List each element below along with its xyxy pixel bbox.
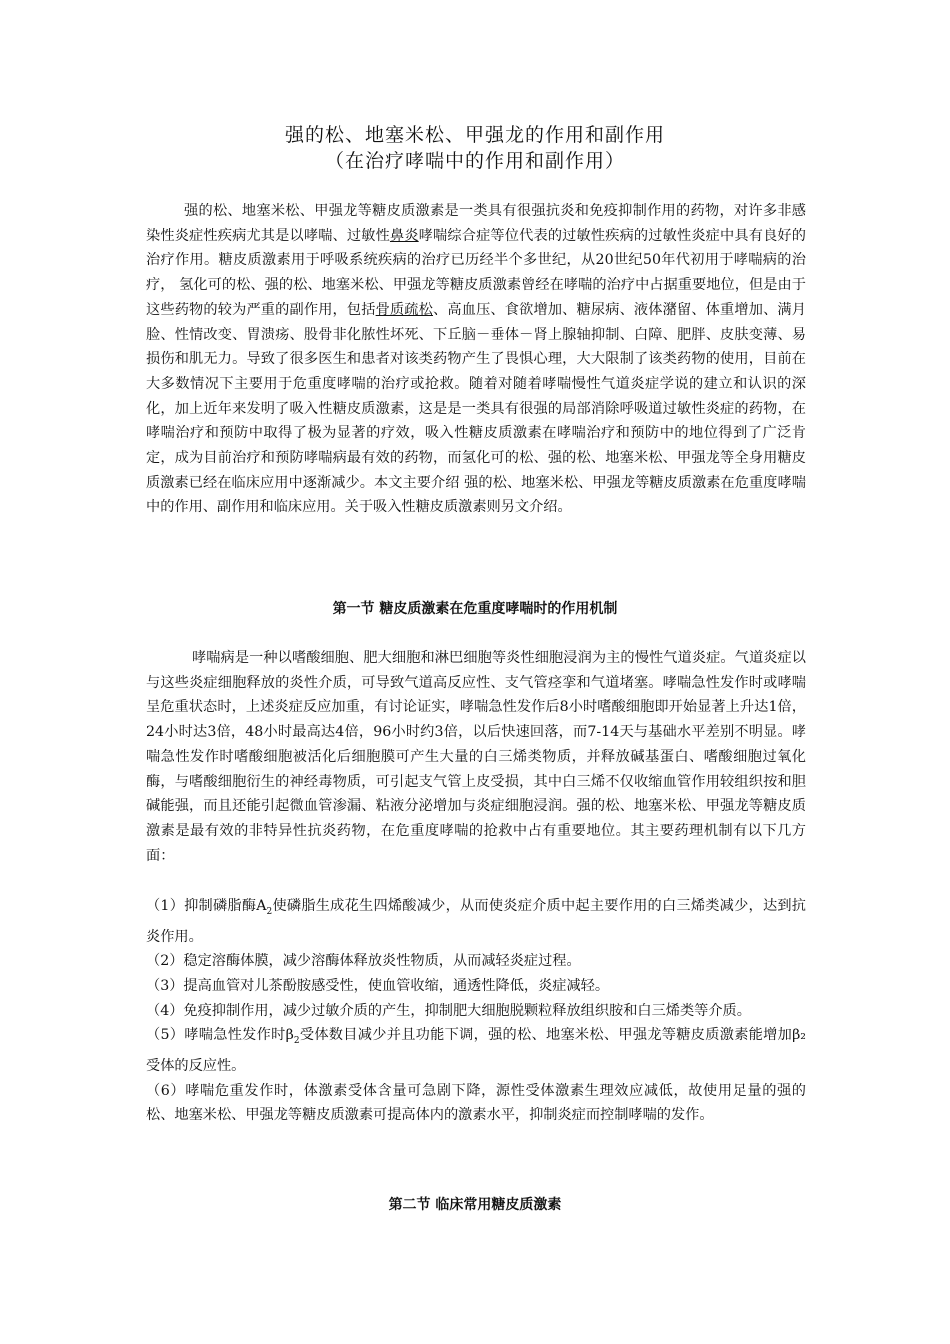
document-title: 强的松、地塞米松、甲强龙的作用和副作用 (284, 124, 665, 146)
list-item-text: （4）免疫抑制作用，减少过敏介质的产生，抑制肥大细胞脱颗粒释放组织胺和白三烯类等介质。 (146, 1002, 751, 1019)
list-item-text: 使磷脂生成花生四烯酸减少，从而使炎症介质中起主要作用的白三烯类减少，达到抗炎作用。 (146, 898, 806, 945)
rhinitis-link[interactable]: 鼻炎 (389, 227, 419, 244)
list-item-subscript: 2 (266, 906, 273, 917)
osteoporosis-link[interactable]: 骨质疏松 (375, 301, 434, 318)
list-item-text: 受体数目减少并且功能下调，强的松、地塞米松、甲强龙等糖皮质激素能增加β₂受体的反应性。 (146, 1027, 806, 1074)
list-item (146, 999, 806, 1024)
list-item-text: （2）稳定溶酶体膜，减少溶酶体释放炎性物质，从而减轻炎症过程。 (146, 953, 581, 970)
list-item (146, 949, 806, 974)
intro-text-3: 、高血压、食欲增加、糖尿病、液体潴留、体重增加、满月脸、性情改变、胃溃疡、股骨非化脓性坏死、下丘脑－垂体－肾上腺轴抑制、白障、肥胖、皮肤变薄、易损伤和肌无力。导致了很多医生和患者对该类药物产生了畏惧心理，大大限制了该类药物的使用，目前在大多数情况下主要用于危重度哮喘的治疗或抢救。随着对随着哮喘慢性气道炎症学说的建立和认识的深化，加上近年来发明了吸入性糖皮质激素，这是是一类具有很强的局部消除呼吸道过敏性炎症的药物，在哮喘治疗和预防中取得了极为显著的疗效，吸入性糖皮质激素在哮喘治疗和预防中的地位得到了广泛肯定，成为目前治疗和预防哮喘病最有效的药物，而氢化可的松、强的松、地塞米松、甲强龙等全身用糖皮质激素已经在临床应用中逐渐减少。本文主要介绍 强的松、地塞米松、甲强龙等糖皮质激素在危重度哮喘中的作用、副作用和临床应用。关于吸入性糖皮质激素则另文介绍。 (146, 301, 806, 516)
section-1-paragraph: 哮喘病是一种以嗜酸细胞、肥大细胞和淋巴细胞等炎性细胞浸润为主的慢性气道炎症。气道炎症以与这些炎症细胞释放的炎性介质，可导致气道高反应性、支气管痉挛和气道堵塞。哮喘急性发作时或哮喘呈危重状态时，上述炎症反应加重，有讨论证实，哮喘急性发作后8小时嗜酸细胞即开始显著上升达1倍，24小时达3倍，48小时最高达4倍，96小时约3倍，以后快速回落，而7-14天与基础水平差别不明显。哮喘急性发作时嗜酸细胞被活化后细胞膜可产生大量的白三烯类物质，并释放碱基蛋白、嗜酸细胞过氧化酶，与嗜酸细胞衍生的神经毒物质，可引起支气管上皮受损，其中白三烯不仅收缩血管作用较组织按和胆碱能强，而且还能引起微血管渗漏、粘液分泌增加与炎症细胞浸润。强的松、地塞米松、甲强龙等糖皮质激素是最有效的非特异性抗炎药物，在危重度哮喘的抢救中占有重要地位。其主要药理机制有以下几方面： (146, 650, 806, 864)
section-1-heading: 第一节 糖皮质激素在危重度哮喘时的作用机制 (332, 601, 618, 617)
list-item-text: （6）哮喘危重发作时，体激素受体含量可急剧下降，源性受体激素生理效应减低，故使用足量的强的松、地塞米松、甲强龙等糖皮质激素可提高体内的激素水平，抑制炎症而控制哮喘的发作。 (146, 1082, 806, 1124)
list-item (146, 894, 806, 949)
list-item (146, 974, 806, 999)
list-item (146, 1023, 806, 1078)
list-item-text: （3）提高血管对儿茶酚胺感受性，使血管收缩，通透性降低，炎症减轻。 (146, 977, 610, 994)
list-item (146, 1079, 806, 1128)
mechanism-list (146, 894, 806, 1128)
section-2-heading: 第二节 临床常用糖皮质激素 (388, 1197, 562, 1213)
intro-text-1: 强的松、地塞米松、甲强龙等糖皮质激素是一类具有很强抗炎和免疫抑制作用的药物，对许多非感染性炎症性疾病尤其是以哮喘、过敏性 (146, 203, 806, 244)
document-subtitle: （在治疗哮喘中的作用和副作用） (324, 150, 625, 172)
intro-paragraph (146, 199, 806, 520)
intro-text-2: 哮喘综合症等位代表的过敏性疾病的过敏性炎症中具有良好的治疗作用。糖皮质激素用于呼吸系统疾病的治疗已历经半个多世纪，从20世纪50年代初用于哮喘病的治疗， 氢化可的松、强的松、地塞米松、甲强龙等糖皮质激素曾经在哮喘的治疗中占据重要地位，但是由于这些药物的较为严重的副作用，包括 (146, 227, 806, 318)
list-item-text: （5）哮喘急性发作时β (146, 1027, 294, 1044)
list-item-subscript: 2 (293, 1036, 300, 1047)
list-item-text: （1）抑制磷脂酶A (146, 898, 267, 914)
